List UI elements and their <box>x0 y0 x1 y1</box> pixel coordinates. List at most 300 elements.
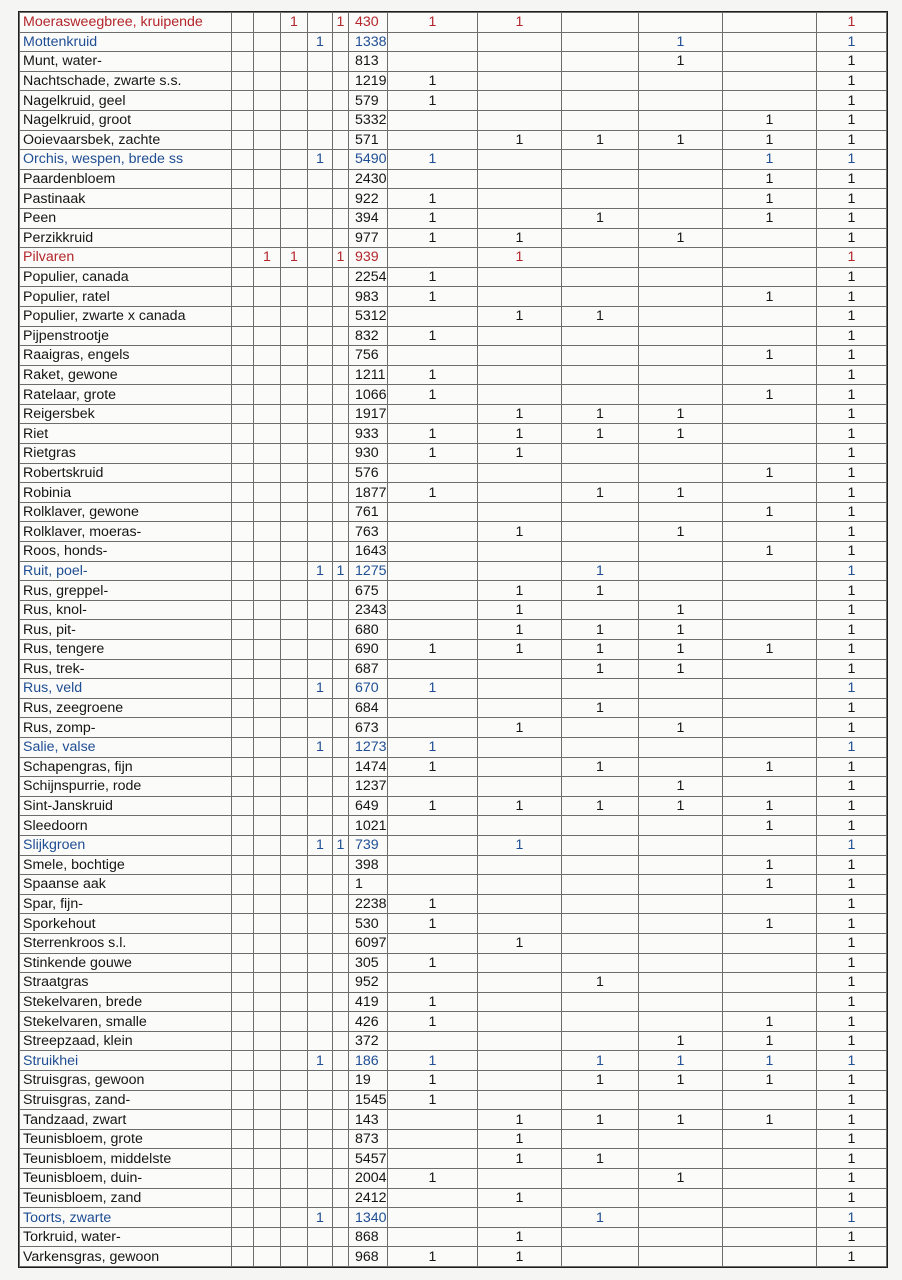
mark-cell-5: 1 <box>388 189 478 209</box>
mark-cell-3 <box>308 1110 333 1130</box>
mark-cell-8 <box>639 189 723 209</box>
mark-cell-6 <box>478 208 562 228</box>
mark-cell-5 <box>388 698 478 718</box>
mark-cell-7 <box>562 679 639 699</box>
mark-cell-5 <box>388 855 478 875</box>
total-cell: 1 <box>817 326 887 346</box>
table-row <box>20 914 887 934</box>
mark-cell-4 <box>333 1031 349 1051</box>
mark-cell-8: 1 <box>639 404 723 424</box>
mark-cell-3 <box>308 522 333 542</box>
species-name-cell: Peen <box>20 208 232 228</box>
mark-cell-7 <box>562 718 639 738</box>
species-name-cell: Rus, veld <box>20 679 232 699</box>
mark-cell-1 <box>254 914 281 934</box>
mark-cell-1 <box>254 287 281 307</box>
mark-cell-7 <box>562 110 639 130</box>
mark-cell-2 <box>281 953 308 973</box>
mark-cell-8: 1 <box>639 32 723 52</box>
mark-cell-8 <box>639 306 723 326</box>
blank-cell <box>232 483 254 503</box>
mark-cell-9 <box>723 267 817 287</box>
table-row <box>20 875 887 895</box>
mark-cell-9: 1 <box>723 189 817 209</box>
table-row <box>20 365 887 385</box>
species-number-cell: 5490 <box>349 150 388 170</box>
total-cell: 1 <box>817 1247 887 1267</box>
mark-cell-6: 1 <box>478 933 562 953</box>
species-number-cell: 690 <box>349 640 388 660</box>
mark-cell-5 <box>388 1031 478 1051</box>
mark-cell-6 <box>478 1169 562 1189</box>
mark-cell-8 <box>639 150 723 170</box>
mark-cell-7 <box>562 600 639 620</box>
mark-cell-8 <box>639 1227 723 1247</box>
mark-cell-1 <box>254 208 281 228</box>
blank-cell <box>232 522 254 542</box>
mark-cell-7 <box>562 228 639 248</box>
total-cell: 1 <box>817 385 887 405</box>
mark-cell-3 <box>308 718 333 738</box>
mark-cell-1 <box>254 698 281 718</box>
blank-cell <box>232 1031 254 1051</box>
mark-cell-2 <box>281 1169 308 1189</box>
mark-cell-8 <box>639 502 723 522</box>
mark-cell-9 <box>723 1149 817 1169</box>
mark-cell-2 <box>281 404 308 424</box>
mark-cell-9 <box>723 933 817 953</box>
mark-cell-7 <box>562 953 639 973</box>
blank-cell <box>232 894 254 914</box>
mark-cell-2 <box>281 110 308 130</box>
mark-cell-4 <box>333 1129 349 1149</box>
mark-cell-8: 1 <box>639 1031 723 1051</box>
blank-cell <box>232 1169 254 1189</box>
table-row <box>20 483 887 503</box>
mark-cell-8: 1 <box>639 424 723 444</box>
mark-cell-9: 1 <box>723 1110 817 1130</box>
mark-cell-6: 1 <box>478 248 562 268</box>
mark-cell-8 <box>639 248 723 268</box>
blank-cell <box>232 757 254 777</box>
mark-cell-6 <box>478 71 562 91</box>
mark-cell-1 <box>254 1110 281 1130</box>
mark-cell-9: 1 <box>723 385 817 405</box>
mark-cell-1 <box>254 32 281 52</box>
mark-cell-3 <box>308 287 333 307</box>
mark-cell-6 <box>478 679 562 699</box>
species-number-cell: 930 <box>349 444 388 464</box>
mark-cell-4 <box>333 855 349 875</box>
mark-cell-5: 1 <box>388 91 478 111</box>
mark-cell-2 <box>281 894 308 914</box>
mark-cell-5: 1 <box>388 1169 478 1189</box>
mark-cell-4 <box>333 757 349 777</box>
table-row <box>20 1129 887 1149</box>
total-cell: 1 <box>817 1071 887 1091</box>
mark-cell-1 <box>254 150 281 170</box>
mark-cell-1 <box>254 1090 281 1110</box>
table-row <box>20 1012 887 1032</box>
mark-cell-4 <box>333 267 349 287</box>
species-name-cell: Ratelaar, grote <box>20 385 232 405</box>
mark-cell-2 <box>281 973 308 993</box>
total-cell: 1 <box>817 659 887 679</box>
species-number-cell: 675 <box>349 581 388 601</box>
blank-cell <box>232 385 254 405</box>
mark-cell-5: 1 <box>388 150 478 170</box>
mark-cell-3: 1 <box>308 1208 333 1228</box>
species-name-cell: Struisgras, gewoon <box>20 1071 232 1091</box>
species-name-cell: Riet <box>20 424 232 444</box>
mark-cell-4 <box>333 287 349 307</box>
mark-cell-2 <box>281 306 308 326</box>
mark-cell-4: 1 <box>333 13 349 33</box>
mark-cell-4 <box>333 365 349 385</box>
mark-cell-6: 1 <box>478 130 562 150</box>
mark-cell-7 <box>562 91 639 111</box>
species-number-cell: 5312 <box>349 306 388 326</box>
mark-cell-1 <box>254 875 281 895</box>
blank-cell <box>232 228 254 248</box>
mark-cell-3 <box>308 777 333 797</box>
total-cell: 1 <box>817 698 887 718</box>
species-name-cell: Mottenkruid <box>20 32 232 52</box>
mark-cell-3 <box>308 600 333 620</box>
mark-cell-9: 1 <box>723 816 817 836</box>
mark-cell-4: 1 <box>333 561 349 581</box>
species-number-cell: 933 <box>349 424 388 444</box>
mark-cell-5: 1 <box>388 1247 478 1267</box>
mark-cell-9: 1 <box>723 1031 817 1051</box>
mark-cell-9 <box>723 1129 817 1149</box>
blank-cell <box>232 973 254 993</box>
mark-cell-7 <box>562 189 639 209</box>
species-name-cell: Sterrenkroos s.l. <box>20 933 232 953</box>
mark-cell-5 <box>388 600 478 620</box>
species-number-cell: 673 <box>349 718 388 738</box>
total-cell: 1 <box>817 640 887 660</box>
species-number-cell: 398 <box>349 855 388 875</box>
mark-cell-6 <box>478 953 562 973</box>
mark-cell-3 <box>308 502 333 522</box>
blank-cell <box>232 561 254 581</box>
total-cell: 1 <box>817 875 887 895</box>
mark-cell-8 <box>639 894 723 914</box>
mark-cell-5: 1 <box>388 757 478 777</box>
table-row <box>20 992 887 1012</box>
mark-cell-7 <box>562 365 639 385</box>
total-cell: 1 <box>817 287 887 307</box>
blank-cell <box>232 620 254 640</box>
table-row <box>20 228 887 248</box>
species-name-cell: Stekelvaren, smalle <box>20 1012 232 1032</box>
species-number-cell: 19 <box>349 1071 388 1091</box>
table-row <box>20 816 887 836</box>
table-row <box>20 933 887 953</box>
mark-cell-4 <box>333 933 349 953</box>
total-cell: 1 <box>817 13 887 33</box>
mark-cell-4 <box>333 346 349 366</box>
table-row <box>20 385 887 405</box>
mark-cell-4 <box>333 385 349 405</box>
total-cell: 1 <box>817 52 887 72</box>
blank-cell <box>232 835 254 855</box>
total-cell: 1 <box>817 718 887 738</box>
mark-cell-2 <box>281 777 308 797</box>
blank-cell <box>232 659 254 679</box>
mark-cell-6 <box>478 91 562 111</box>
mark-cell-4 <box>333 483 349 503</box>
mark-cell-1 <box>254 346 281 366</box>
mark-cell-9 <box>723 91 817 111</box>
mark-cell-7 <box>562 933 639 953</box>
total-cell: 1 <box>817 1149 887 1169</box>
mark-cell-5: 1 <box>388 640 478 660</box>
mark-cell-2 <box>281 444 308 464</box>
total-cell: 1 <box>817 1188 887 1208</box>
species-number-cell: 1340 <box>349 1208 388 1228</box>
mark-cell-6 <box>478 561 562 581</box>
mark-cell-3 <box>308 130 333 150</box>
table-row <box>20 855 887 875</box>
mark-cell-6 <box>478 32 562 52</box>
table-row <box>20 1188 887 1208</box>
mark-cell-7 <box>562 52 639 72</box>
mark-cell-2 <box>281 1247 308 1267</box>
blank-cell <box>232 346 254 366</box>
species-name-cell: Teunisbloem, zand <box>20 1188 232 1208</box>
mark-cell-1 <box>254 855 281 875</box>
species-number-cell: 756 <box>349 346 388 366</box>
mark-cell-2 <box>281 835 308 855</box>
blank-cell <box>232 248 254 268</box>
mark-cell-3 <box>308 698 333 718</box>
blank-cell <box>232 424 254 444</box>
mark-cell-6: 1 <box>478 13 562 33</box>
mark-cell-7: 1 <box>562 1071 639 1091</box>
species-number-cell: 305 <box>349 953 388 973</box>
table-row <box>20 189 887 209</box>
mark-cell-4 <box>333 71 349 91</box>
mark-cell-9 <box>723 444 817 464</box>
mark-cell-2 <box>281 424 308 444</box>
mark-cell-2 <box>281 326 308 346</box>
table-row <box>20 1071 887 1091</box>
mark-cell-5: 1 <box>388 326 478 346</box>
mark-cell-3 <box>308 385 333 405</box>
species-number-cell: 939 <box>349 248 388 268</box>
blank-cell <box>232 640 254 660</box>
mark-cell-4 <box>333 150 349 170</box>
mark-cell-7 <box>562 32 639 52</box>
table-row <box>20 169 887 189</box>
mark-cell-5: 1 <box>388 267 478 287</box>
species-name-cell: Sint-Janskruid <box>20 796 232 816</box>
species-name-cell: Rus, zeegroene <box>20 698 232 718</box>
total-cell: 1 <box>817 404 887 424</box>
mark-cell-6 <box>478 346 562 366</box>
table-row <box>20 796 887 816</box>
mark-cell-9 <box>723 737 817 757</box>
species-number-cell: 1545 <box>349 1090 388 1110</box>
mark-cell-5: 1 <box>388 13 478 33</box>
mark-cell-5: 1 <box>388 228 478 248</box>
mark-cell-2 <box>281 640 308 660</box>
mark-cell-7 <box>562 777 639 797</box>
mark-cell-5: 1 <box>388 894 478 914</box>
mark-cell-6 <box>478 659 562 679</box>
species-number-cell: 5457 <box>349 1149 388 1169</box>
mark-cell-7 <box>562 463 639 483</box>
mark-cell-1 <box>254 620 281 640</box>
blank-cell <box>232 32 254 52</box>
mark-cell-1 <box>254 894 281 914</box>
species-number-cell: 1474 <box>349 757 388 777</box>
blank-cell <box>232 267 254 287</box>
mark-cell-5: 1 <box>388 737 478 757</box>
mark-cell-9: 1 <box>723 757 817 777</box>
mark-cell-1 <box>254 1169 281 1189</box>
mark-cell-1 <box>254 816 281 836</box>
table-row <box>20 953 887 973</box>
species-table-sheet <box>18 11 888 1268</box>
mark-cell-2 <box>281 169 308 189</box>
mark-cell-6: 1 <box>478 1129 562 1149</box>
mark-cell-8 <box>639 463 723 483</box>
mark-cell-1 <box>254 1031 281 1051</box>
species-name-cell: Struisgras, zand- <box>20 1090 232 1110</box>
mark-cell-5 <box>388 561 478 581</box>
mark-cell-1 <box>254 1227 281 1247</box>
blank-cell <box>232 933 254 953</box>
mark-cell-2 <box>281 933 308 953</box>
species-name-cell: Schijnspurrie, rode <box>20 777 232 797</box>
species-name-cell: Salie, valse <box>20 737 232 757</box>
mark-cell-5 <box>388 169 478 189</box>
mark-cell-6 <box>478 777 562 797</box>
table-row <box>20 542 887 562</box>
species-name-cell: Ooievaarsbek, zachte <box>20 130 232 150</box>
mark-cell-2 <box>281 992 308 1012</box>
species-name-cell: Moerasweegbree, kruipende <box>20 13 232 33</box>
total-cell: 1 <box>817 992 887 1012</box>
mark-cell-8: 1 <box>639 1110 723 1130</box>
mark-cell-2 <box>281 267 308 287</box>
table-row <box>20 287 887 307</box>
mark-cell-7 <box>562 835 639 855</box>
mark-cell-2 <box>281 52 308 72</box>
mark-cell-6 <box>478 169 562 189</box>
mark-cell-4 <box>333 718 349 738</box>
mark-cell-9 <box>723 365 817 385</box>
species-name-cell: Raaigras, engels <box>20 346 232 366</box>
mark-cell-7 <box>562 1169 639 1189</box>
total-cell: 1 <box>817 522 887 542</box>
mark-cell-5: 1 <box>388 992 478 1012</box>
mark-cell-5: 1 <box>388 914 478 934</box>
mark-cell-3 <box>308 933 333 953</box>
mark-cell-2 <box>281 228 308 248</box>
mark-cell-6: 1 <box>478 640 562 660</box>
total-cell: 1 <box>817 91 887 111</box>
mark-cell-1 <box>254 1247 281 1267</box>
mark-cell-1 <box>254 326 281 346</box>
mark-cell-9: 1 <box>723 1051 817 1071</box>
table-row <box>20 1110 887 1130</box>
table-row <box>20 1208 887 1228</box>
mark-cell-5: 1 <box>388 385 478 405</box>
mark-cell-6 <box>478 483 562 503</box>
mark-cell-4 <box>333 1247 349 1267</box>
mark-cell-6 <box>478 1208 562 1228</box>
blank-cell <box>232 816 254 836</box>
table-row <box>20 581 887 601</box>
mark-cell-8 <box>639 1247 723 1267</box>
mark-cell-6: 1 <box>478 306 562 326</box>
mark-cell-9: 1 <box>723 875 817 895</box>
mark-cell-6 <box>478 855 562 875</box>
mark-cell-5: 1 <box>388 796 478 816</box>
total-cell: 1 <box>817 110 887 130</box>
mark-cell-3 <box>308 248 333 268</box>
mark-cell-7 <box>562 522 639 542</box>
table-row <box>20 404 887 424</box>
species-number-cell: 143 <box>349 1110 388 1130</box>
mark-cell-8 <box>639 542 723 562</box>
mark-cell-1 <box>254 424 281 444</box>
mark-cell-8: 1 <box>639 659 723 679</box>
species-number-cell: 761 <box>349 502 388 522</box>
mark-cell-4 <box>333 1169 349 1189</box>
mark-cell-9 <box>723 71 817 91</box>
mark-cell-1 <box>254 542 281 562</box>
mark-cell-8 <box>639 561 723 581</box>
species-name-cell: Toorts, zwarte <box>20 1208 232 1228</box>
mark-cell-8 <box>639 1090 723 1110</box>
species-name-cell: Varkensgras, gewoon <box>20 1247 232 1267</box>
mark-cell-4 <box>333 1071 349 1091</box>
mark-cell-2 <box>281 620 308 640</box>
total-cell: 1 <box>817 1031 887 1051</box>
mark-cell-1 <box>254 1149 281 1169</box>
species-number-cell: 2343 <box>349 600 388 620</box>
mark-cell-5 <box>388 110 478 130</box>
mark-cell-8 <box>639 13 723 33</box>
mark-cell-9: 1 <box>723 640 817 660</box>
table-row <box>20 1090 887 1110</box>
mark-cell-3 <box>308 1071 333 1091</box>
mark-cell-4 <box>333 1051 349 1071</box>
species-number-cell: 832 <box>349 326 388 346</box>
blank-cell <box>232 71 254 91</box>
mark-cell-7 <box>562 914 639 934</box>
mark-cell-1 <box>254 13 281 33</box>
species-name-cell: Smele, bochtige <box>20 855 232 875</box>
mark-cell-9: 1 <box>723 287 817 307</box>
blank-cell <box>232 1051 254 1071</box>
mark-cell-5: 1 <box>388 953 478 973</box>
mark-cell-8: 1 <box>639 1051 723 1071</box>
mark-cell-7: 1 <box>562 581 639 601</box>
blank-cell <box>232 326 254 346</box>
mark-cell-3 <box>308 71 333 91</box>
blank-cell <box>232 1227 254 1247</box>
mark-cell-9 <box>723 248 817 268</box>
mark-cell-8 <box>639 855 723 875</box>
total-cell: 1 <box>817 561 887 581</box>
mark-cell-5 <box>388 1110 478 1130</box>
